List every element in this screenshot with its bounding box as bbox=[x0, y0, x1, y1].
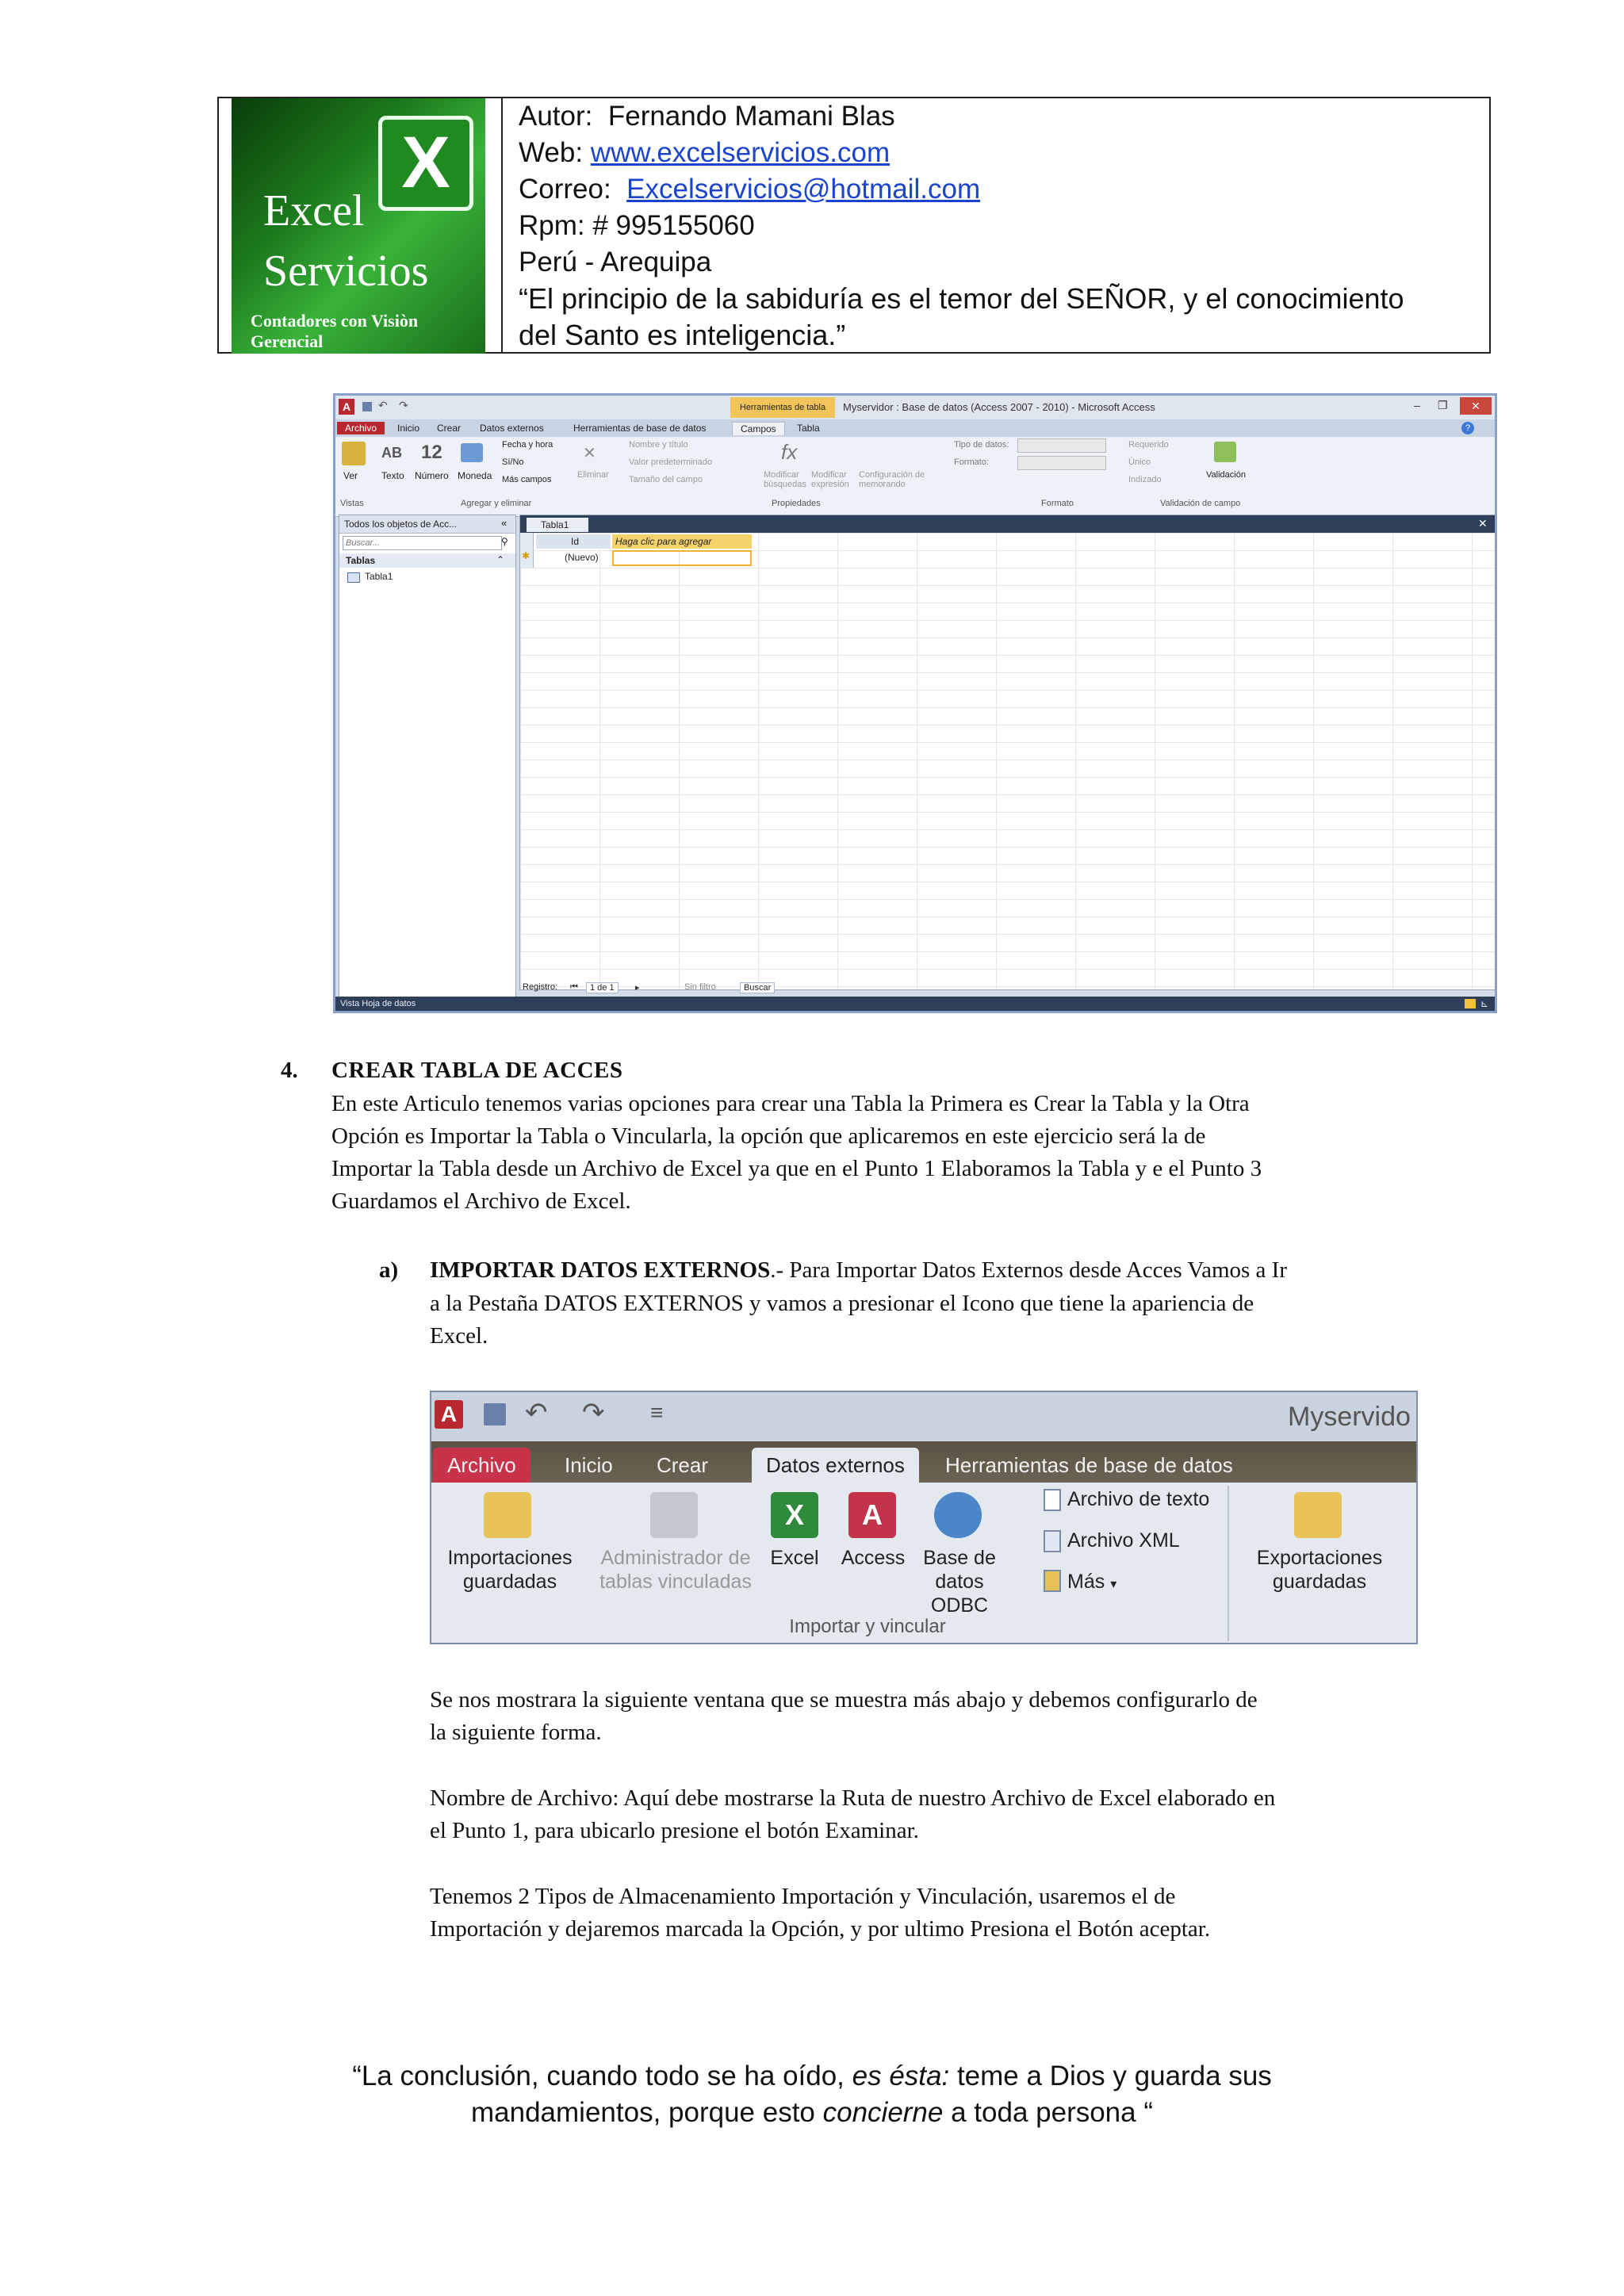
ribbon-ver[interactable]: Ver bbox=[343, 470, 358, 481]
tab-campos[interactable]: Campos bbox=[732, 422, 785, 435]
nav-collapse-icon[interactable]: « bbox=[501, 517, 508, 529]
tab-inicio[interactable]: Inicio bbox=[565, 1453, 613, 1477]
doc-close-icon[interactable]: ✕ bbox=[1478, 517, 1488, 530]
nav-header[interactable]: Todos los objetos de Acc... bbox=[344, 519, 458, 530]
ribbon-eliminar[interactable]: Eliminar bbox=[577, 470, 609, 480]
nav-group-tablas[interactable]: Tablas bbox=[346, 555, 376, 566]
section-line-2: Opción es Importar la Tabla o Vincularla, la opción que aplicaremos en este ejercicio será la de bbox=[331, 1123, 1206, 1149]
subsection-marker: a) bbox=[379, 1257, 399, 1283]
active-cell[interactable] bbox=[612, 550, 752, 566]
nav-group-header[interactable] bbox=[339, 553, 515, 568]
text-file-icon[interactable] bbox=[1044, 1489, 1061, 1511]
help-icon[interactable]: ? bbox=[1461, 422, 1474, 434]
importaciones-line2: guardadas bbox=[462, 1571, 557, 1593]
record-navigation-bar bbox=[519, 989, 1495, 997]
author-line bbox=[519, 98, 895, 135]
ribbon-zoom-title-bar bbox=[431, 1392, 1416, 1441]
exportaciones-line1: Exportaciones bbox=[1256, 1547, 1383, 1569]
ribbon-valor-predeterminado[interactable]: Valor predeterminado bbox=[629, 457, 712, 467]
new-record-icon: ✱ bbox=[522, 550, 530, 561]
tab-tabla[interactable]: Tabla bbox=[797, 423, 820, 434]
group-validacion-campo: Validación de campo bbox=[1160, 499, 1241, 508]
ribbon-requerido[interactable]: Requerido bbox=[1128, 440, 1169, 450]
restore-icon[interactable]: ❐ bbox=[1438, 399, 1448, 411]
eliminar-icon[interactable]: ✕ bbox=[583, 445, 596, 462]
paragraph-ventana bbox=[430, 1684, 1391, 1749]
excel-servicios-logo bbox=[232, 98, 485, 354]
nav-header-bar[interactable] bbox=[339, 515, 515, 534]
design-view-icon[interactable]: ⊾ bbox=[1480, 998, 1489, 1009]
subsection-body bbox=[430, 1288, 1391, 1353]
access-import-label[interactable]: Access bbox=[841, 1547, 906, 1569]
section-line-1: En este Articulo tenemos varias opciones para crear una Tabla la Primera es Crear la Tabla y la Otra bbox=[331, 1091, 1250, 1116]
web-link[interactable]: www.excelservicios.com bbox=[590, 137, 891, 168]
excel-x-icon: X bbox=[378, 116, 473, 211]
fx-icon[interactable]: fx bbox=[781, 440, 798, 464]
ribbon-mas-campos[interactable]: Más campos bbox=[502, 475, 552, 484]
header-box bbox=[217, 97, 1491, 354]
odbc-label[interactable] bbox=[912, 1546, 1007, 1617]
web-label: Web: bbox=[519, 137, 584, 168]
footer-line1-b: es ésta: bbox=[852, 2061, 950, 2091]
moneda-icon[interactable] bbox=[461, 443, 483, 462]
group-separator bbox=[1228, 1486, 1229, 1641]
tipo-datos-select[interactable] bbox=[1017, 438, 1106, 453]
record-current[interactable]: 1 de 1 bbox=[586, 982, 619, 993]
undo-icon[interactable]: ↶ bbox=[525, 1398, 548, 1428]
ribbon-nombre-titulo[interactable]: Nombre y título bbox=[629, 440, 688, 450]
ribbon-validacion[interactable]: Validación bbox=[1206, 470, 1246, 480]
tab-herramientas-bd[interactable]: Herramientas de base de datos bbox=[945, 1453, 1233, 1477]
section-title: CREAR TABLA DE ACCES bbox=[331, 1058, 623, 1083]
paragraph-ventana-line1: Se nos mostrara la siguiente ventana que se muestra más abajo y debemos configurarlo de bbox=[430, 1687, 1258, 1712]
exportaciones-guardadas-label[interactable] bbox=[1247, 1546, 1392, 1594]
datasheet-grid[interactable] bbox=[519, 515, 1496, 990]
web-line bbox=[519, 135, 890, 171]
location-line: Perú - Arequipa bbox=[519, 247, 712, 277]
group-vistas: Vistas bbox=[340, 499, 364, 508]
archivo-texto-label[interactable]: Archivo de texto bbox=[1067, 1488, 1210, 1510]
subsection-first-line bbox=[430, 1254, 1287, 1287]
administrador-line2: tablas vinculadas bbox=[599, 1571, 752, 1593]
ribbon-modificar-busquedas[interactable]: Modificar búsquedas bbox=[764, 470, 806, 489]
texto-icon[interactable]: AB bbox=[381, 445, 402, 461]
paragraph-ventana-line2: la siguiente forma. bbox=[430, 1720, 602, 1745]
group-agregar-eliminar: Agregar y eliminar bbox=[461, 499, 532, 508]
new-row-cell[interactable]: (Nuevo) bbox=[565, 552, 599, 563]
access-status-bar bbox=[335, 997, 1495, 1013]
formato-select[interactable] bbox=[1017, 456, 1106, 470]
archivo-xml-label[interactable]: Archivo XML bbox=[1067, 1529, 1180, 1552]
importaciones-line1: Importaciones bbox=[447, 1547, 573, 1569]
group-propiedades: Propiedades bbox=[772, 499, 821, 508]
paragraph-almac-line1: Tenemos 2 Tipos de Almacenamiento Importación y Vinculación, usaremos el de bbox=[430, 1884, 1176, 1909]
ribbon-indizado[interactable]: Indizado bbox=[1128, 475, 1162, 484]
footer-line2 bbox=[0, 2095, 1624, 2131]
ribbon-numero[interactable]: Número bbox=[415, 470, 449, 481]
redo-icon[interactable]: ↷ bbox=[399, 399, 408, 411]
window-title: Myservidor : Base de datos (Access 2007 - 2010) - Microsoft Access bbox=[843, 401, 1155, 413]
excel-import-label[interactable]: Excel bbox=[770, 1547, 819, 1569]
paragraph-nombre-archivo bbox=[430, 1782, 1391, 1847]
nav-group-collapse-icon[interactable]: ⌃ bbox=[496, 554, 505, 565]
mas-text: Más bbox=[1067, 1571, 1105, 1593]
excel-import-icon[interactable]: X bbox=[771, 1492, 818, 1538]
numero-icon[interactable]: 12 bbox=[421, 442, 442, 463]
section-line-3: Importar la Tabla desde un Archivo de Excel ya que en el Punto 1 Elaboramos la Tabla y e el Punto 3 bbox=[331, 1156, 1262, 1181]
ribbon-si-no[interactable]: Sí/No bbox=[502, 457, 524, 467]
tab-archivo[interactable]: Archivo bbox=[433, 1448, 530, 1483]
record-next-icon[interactable]: ▸ bbox=[635, 983, 640, 993]
administrador-tablas-icon[interactable] bbox=[650, 1492, 698, 1538]
paragraph-almacenamiento bbox=[430, 1881, 1391, 1946]
ribbon-tipo-datos: Tipo de datos: bbox=[954, 440, 1009, 450]
subsection-intro: .- Para Importar Datos Externos desde Acces Vamos a Ir bbox=[770, 1257, 1287, 1283]
contextual-tab-group: Herramientas de tabla bbox=[730, 397, 835, 418]
email-link[interactable]: Excelservicios@hotmail.com bbox=[626, 174, 981, 205]
ver-icon[interactable] bbox=[342, 442, 366, 465]
ribbon-moneda[interactable]: Moneda bbox=[458, 470, 492, 481]
ribbon-fecha-hora[interactable]: Fecha y hora bbox=[502, 440, 553, 450]
header-quote-line2: del Santo es inteligencia.” bbox=[519, 319, 846, 351]
more-formats-icon[interactable] bbox=[1044, 1570, 1061, 1592]
access-title-bar bbox=[335, 396, 1495, 419]
table-icon bbox=[347, 572, 360, 583]
section-number: 4. bbox=[281, 1058, 298, 1083]
nav-search-icon[interactable]: ⚲ bbox=[501, 536, 508, 547]
access-ribbon-tabs bbox=[335, 419, 1495, 437]
status-view-label: Vista Hoja de datos bbox=[340, 999, 416, 1008]
minimize-icon[interactable]: – bbox=[1414, 399, 1420, 411]
dropdown-arrow-icon: ▾ bbox=[1110, 1578, 1117, 1591]
tab-herramientas-bd[interactable]: Herramientas de base de datos bbox=[573, 423, 707, 434]
record-search-box[interactable]: Buscar bbox=[740, 982, 775, 993]
record-label: Registro: bbox=[523, 982, 558, 992]
save-icon[interactable] bbox=[484, 1403, 506, 1425]
author-name: Fernando Mamani Blas bbox=[607, 101, 895, 132]
column-header-id[interactable]: Id bbox=[536, 534, 611, 549]
paragraph-nombre-line2: el Punto 1, para ubicarlo presione el botón Examinar. bbox=[430, 1818, 919, 1843]
record-first-icon[interactable]: ⏮ bbox=[570, 982, 578, 992]
close-icon[interactable]: ✕ bbox=[1460, 397, 1492, 415]
paragraph-almac-line2: Importación y dejaremos marcada la Opción, y por ultimo Presiona el Botón aceptar. bbox=[430, 1916, 1211, 1942]
group-formato: Formato bbox=[1041, 499, 1074, 508]
nav-search-input[interactable]: Buscar... bbox=[343, 536, 502, 550]
filter-indicator[interactable]: Sin filtro bbox=[684, 982, 716, 992]
author-label: Autor: bbox=[519, 101, 593, 132]
mas-label[interactable] bbox=[1067, 1570, 1116, 1597]
group-importar-vincular: Importar y vincular bbox=[789, 1616, 946, 1637]
tab-archivo[interactable]: Archivo bbox=[337, 422, 385, 434]
exportaciones-line2: guardadas bbox=[1272, 1571, 1367, 1593]
administrador-tablas-label[interactable] bbox=[587, 1546, 764, 1594]
save-icon[interactable] bbox=[362, 402, 372, 411]
footer-line2-c: a toda persona “ bbox=[943, 2097, 1153, 2128]
importaciones-guardadas-label[interactable] bbox=[442, 1546, 577, 1594]
odbc-database-icon[interactable] bbox=[934, 1492, 982, 1538]
footer-line1-c: teme a Dios y guarda sus bbox=[949, 2061, 1272, 2091]
access-import-icon[interactable]: A bbox=[848, 1492, 896, 1538]
tab-datos-externos[interactable]: Datos externos bbox=[480, 423, 544, 434]
datasheet-view-icon[interactable] bbox=[1465, 999, 1476, 1008]
customize-qat-icon[interactable]: ≡ bbox=[650, 1400, 664, 1425]
header-quote-line1: “El principio de la sabiduría es el temor del SEÑOR, y el conocimiento bbox=[519, 282, 1404, 315]
footer-line2-b: concierne bbox=[822, 2097, 944, 2128]
exportaciones-guardadas-icon[interactable] bbox=[1294, 1492, 1342, 1538]
document-tab-bar bbox=[520, 515, 1496, 533]
logo-title-line1: Excel bbox=[263, 186, 365, 235]
navigation-pane bbox=[339, 515, 516, 1000]
odbc-line1: Base de bbox=[923, 1547, 996, 1569]
section-line-4: Guardamos el Archivo de Excel. bbox=[331, 1188, 631, 1214]
ribbon-configuracion-memorando[interactable]: Configuración de memorando bbox=[859, 470, 925, 489]
nav-item-tabla1[interactable]: Tabla1 bbox=[365, 571, 393, 582]
footer-line2-a: mandamientos, porque esto bbox=[471, 2097, 823, 2128]
subsection-title: IMPORTAR DATOS EXTERNOS bbox=[430, 1257, 771, 1283]
section-body bbox=[331, 1088, 1391, 1218]
ribbon-zoom-title: Myservido bbox=[1288, 1402, 1411, 1432]
footer-line1-a: “La conclusión, cuando todo se ha oído, bbox=[352, 2061, 852, 2091]
odbc-line2: datos ODBC bbox=[930, 1571, 989, 1617]
access-app-icon: A bbox=[339, 399, 354, 415]
subsection-line-3: Excel. bbox=[430, 1323, 488, 1349]
ribbon-texto[interactable]: Texto bbox=[381, 470, 404, 481]
ribbon-zoom-body bbox=[431, 1483, 1416, 1644]
tab-crear[interactable]: Crear bbox=[437, 423, 462, 434]
header-divider bbox=[501, 98, 503, 352]
access-ribbon-campos bbox=[335, 437, 1495, 517]
importaciones-guardadas-icon[interactable] bbox=[484, 1492, 531, 1538]
footer-quote bbox=[0, 2058, 1624, 2131]
validacion-icon[interactable] bbox=[1214, 442, 1236, 462]
doc-tab-tabla1[interactable]: Tabla1 bbox=[527, 518, 588, 532]
tab-datos-externos[interactable]: Datos externos bbox=[752, 1448, 919, 1483]
column-header-add[interactable]: Haga clic para agregar bbox=[612, 534, 752, 549]
ribbon-tamano-campo[interactable]: Tamaño del campo bbox=[629, 475, 703, 484]
logo-tagline: Contadores con Visiòn Gerencial bbox=[251, 311, 419, 351]
email-label: Correo: bbox=[519, 174, 611, 205]
logo-title-line2: Servicios bbox=[263, 247, 429, 296]
subsection-line-2: a la Pestaña DATOS EXTERNOS y vamos a presionar el Icono que tiene la apariencia de bbox=[430, 1291, 1254, 1316]
email-line bbox=[519, 171, 980, 208]
rpm-line: Rpm: # 995155060 bbox=[519, 210, 755, 241]
ribbon-modificar-expresion[interactable]: Modificar expresión bbox=[811, 470, 849, 489]
external-data-ribbon-screenshot bbox=[430, 1391, 1418, 1644]
footer-line1 bbox=[0, 2058, 1624, 2095]
undo-icon[interactable]: ↶ bbox=[378, 399, 388, 411]
tab-inicio[interactable]: Inicio bbox=[397, 423, 420, 434]
paragraph-nombre-line1: Nombre de Archivo: Aquí debe mostrarse la Ruta de nuestro Archivo de Excel elaborado en bbox=[430, 1785, 1276, 1811]
ribbon-formato-label: Formato: bbox=[954, 457, 990, 467]
ribbon-zoom-tabs bbox=[431, 1441, 1416, 1483]
access-app-icon: A bbox=[435, 1400, 463, 1429]
xml-file-icon[interactable] bbox=[1044, 1530, 1061, 1552]
redo-icon[interactable]: ↷ bbox=[582, 1398, 605, 1428]
access-window-screenshot bbox=[333, 393, 1497, 1013]
ribbon-unico[interactable]: Único bbox=[1128, 457, 1151, 467]
administrador-line1: Administrador de bbox=[600, 1547, 751, 1569]
tab-crear[interactable]: Crear bbox=[657, 1453, 709, 1477]
